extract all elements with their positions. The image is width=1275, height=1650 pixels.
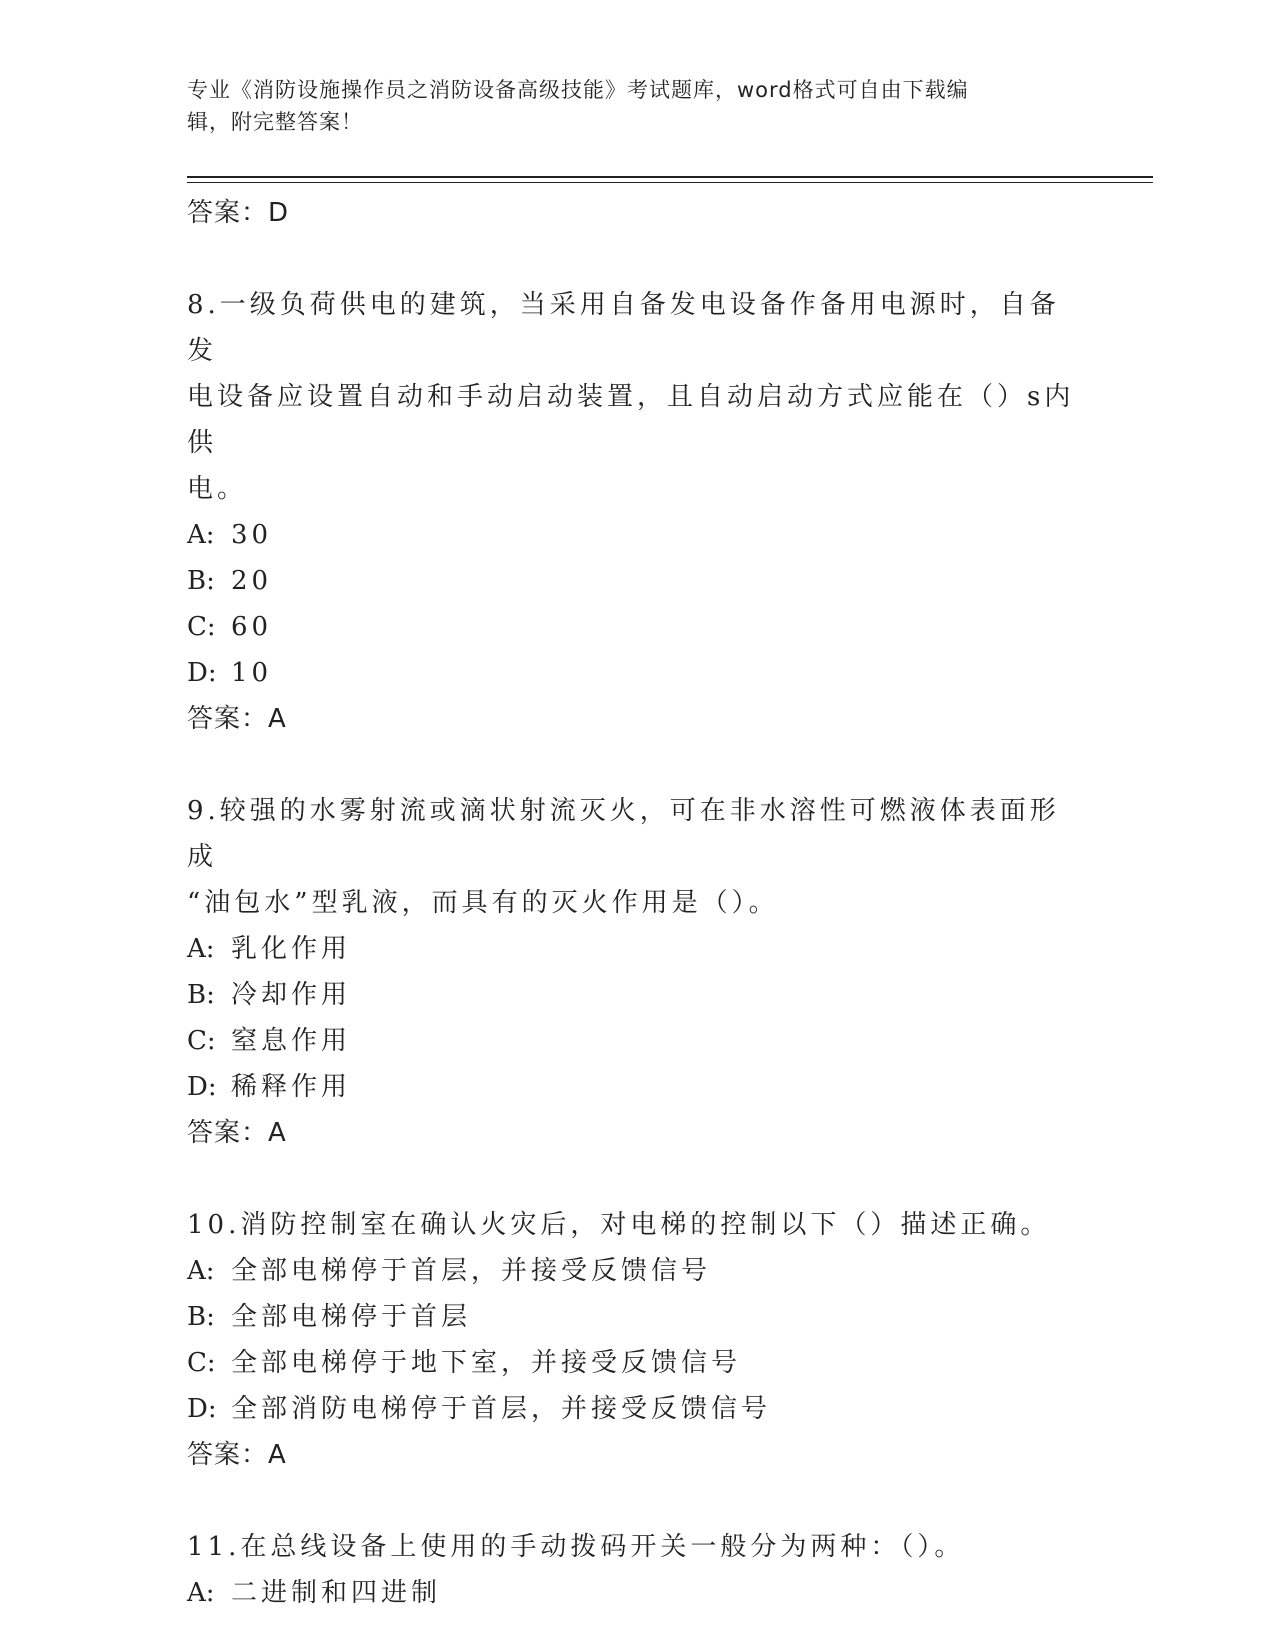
option-key: D: [187, 658, 217, 688]
option-key: A: [187, 1578, 215, 1608]
option-row [187, 604, 1087, 650]
option-key: C: [187, 612, 216, 642]
header-divider-thin [187, 182, 1153, 183]
option-text: 20 [231, 566, 273, 596]
option-text: 60 [231, 612, 273, 642]
questions-container [187, 282, 1087, 1616]
header-line-2: 辑，附完整答案！ [187, 110, 363, 134]
option-key: D: [187, 1072, 217, 1102]
option-key: A: [187, 934, 215, 964]
option-key: A: [187, 1256, 215, 1286]
option-text: 窒息作用 [231, 1026, 352, 1056]
question-list [187, 190, 1087, 1616]
option-text: 冷却作用 [231, 980, 352, 1010]
option-row [187, 1064, 1087, 1110]
header-divider-thick [187, 176, 1153, 178]
option-text: 全部电梯停于首层，并接受反馈信号 [231, 1256, 712, 1286]
option-row [187, 926, 1087, 972]
option-row [187, 1386, 1087, 1432]
question-block [187, 1524, 1087, 1616]
document-header [187, 74, 1067, 138]
option-key: D: [187, 1394, 217, 1424]
option-row [187, 512, 1087, 558]
option-row [187, 1294, 1087, 1340]
option-text: 全部电梯停于地下室，并接受反馈信号 [231, 1348, 742, 1378]
option-key: C: [187, 1348, 216, 1378]
question-text-line: 电设备应设置自动和手动启动装置，且自动启动方式应能在（）s内供 [187, 382, 1075, 458]
question-block [187, 788, 1087, 1156]
option-row [187, 1248, 1087, 1294]
option-text: 全部消防电梯停于首层，并接受反馈信号 [231, 1394, 772, 1424]
option-text: 稀释作用 [231, 1072, 352, 1102]
header-line-1: 专业《消防设施操作员之消防设备高级技能》考试题库，word格式可自由下载编 [187, 78, 969, 102]
question-text-line: 8.一级负荷供电的建筑，当采用自备发电设备作备用电源时，自备发 [187, 290, 1060, 366]
question-text-line: 电。 [187, 474, 248, 504]
question-text-line: “油包水”型乳液，而具有的灭火作用是（）。 [187, 888, 779, 918]
option-key: B: [187, 1302, 215, 1332]
option-text: 二进制和四进制 [231, 1578, 442, 1608]
option-row [187, 972, 1087, 1018]
option-text: 30 [231, 520, 273, 550]
option-text: 乳化作用 [231, 934, 352, 964]
question-block [187, 282, 1087, 742]
option-row [187, 1018, 1087, 1064]
question-text-line: 10.消防控制室在确认火灾后，对电梯的控制以下（）描述正确。 [187, 1210, 1051, 1240]
option-key: C: [187, 1026, 216, 1056]
answer-line: 答案：A [187, 1118, 287, 1148]
question-block [187, 1202, 1087, 1478]
option-text: 全部电梯停于首层 [231, 1302, 472, 1332]
answer-line: 答案：D [187, 198, 290, 228]
question-text-line: 11.在总线设备上使用的手动拨码开关一般分为两种：（）。 [187, 1532, 965, 1562]
option-row [187, 650, 1087, 696]
option-key: B: [187, 566, 215, 596]
question-text-line: 9.较强的水雾射流或滴状射流灭火，可在非水溶性可燃液体表面形成 [187, 796, 1060, 872]
option-key: A: [187, 520, 215, 550]
option-row [187, 1340, 1087, 1386]
answer-line: 答案：A [187, 1440, 287, 1470]
option-text: 10 [231, 658, 273, 688]
option-key: B: [187, 980, 215, 1010]
option-row [187, 558, 1087, 604]
option-row [187, 1570, 1087, 1616]
answer-line: 答案：A [187, 704, 287, 734]
